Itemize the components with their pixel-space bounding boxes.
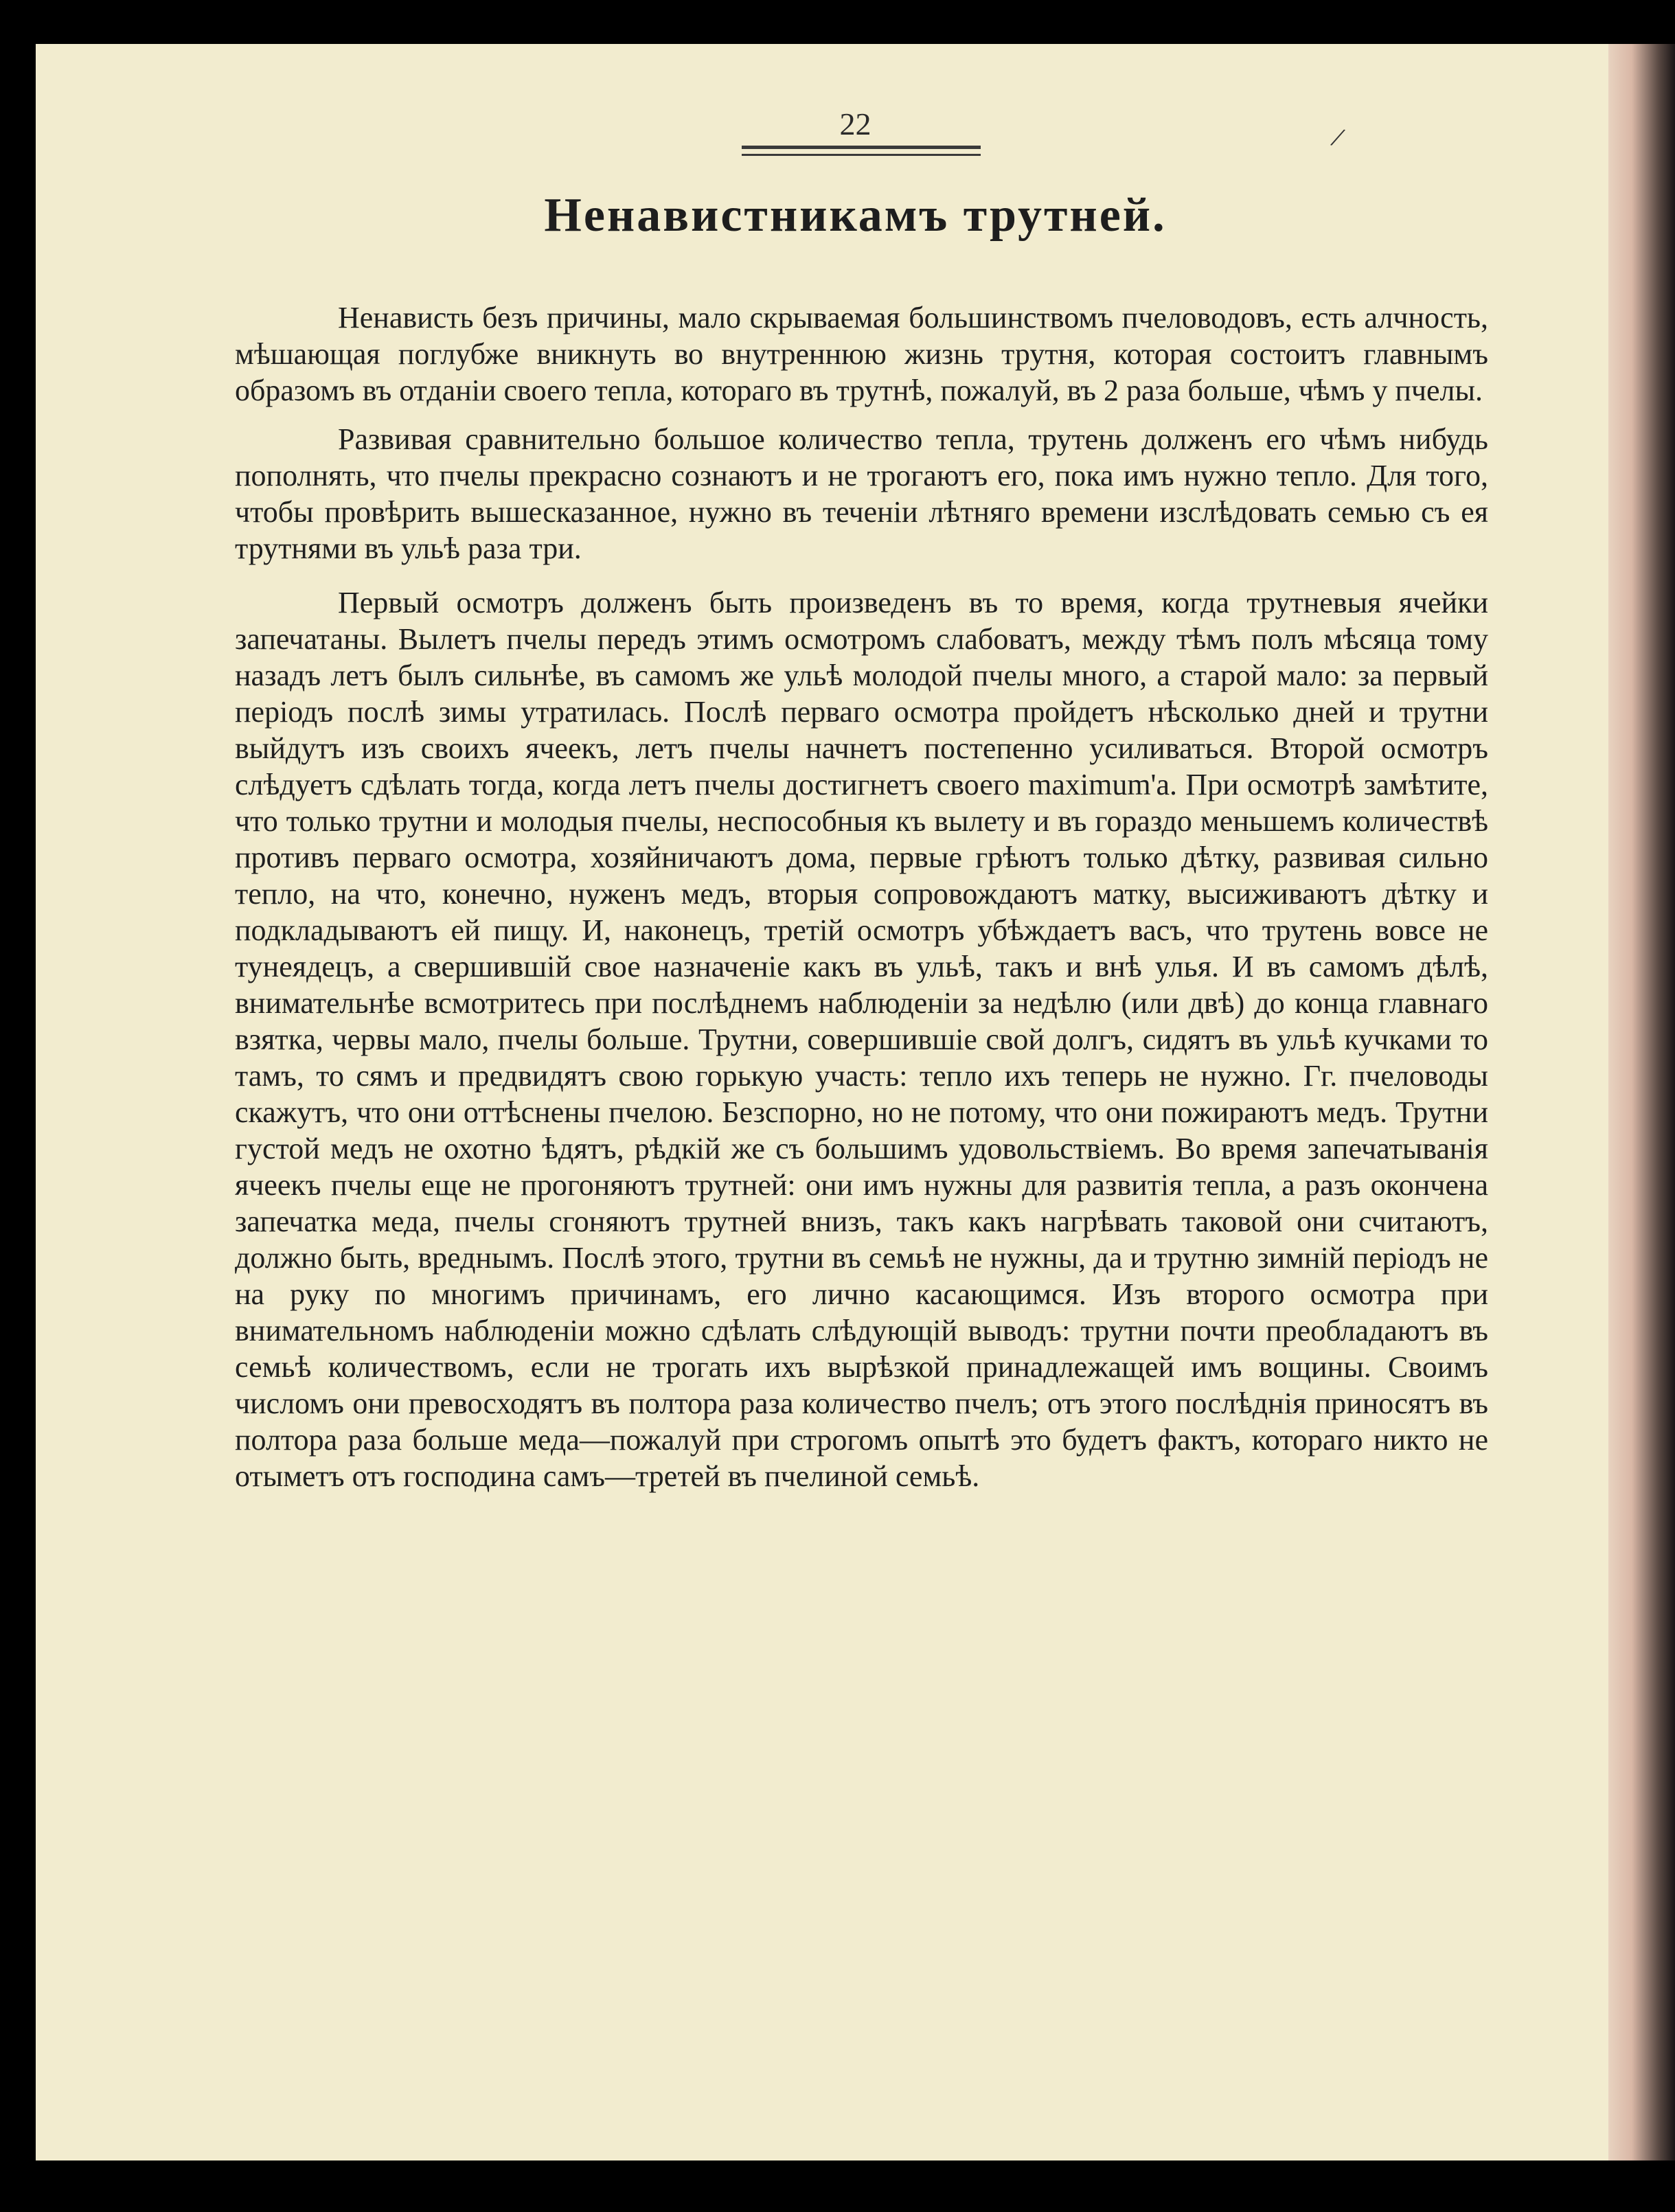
paragraph-1: Ненависть безъ причины, мало скрываемая большинствомъ пчеловодовъ, есть алчность, мѣшающая поглубже вникнуть во внутреннюю жизнь трутня, которая состоитъ главнымъ образомъ въ отданіи своего тепла, котораго въ трутнѣ, пожалуй, въ 2 раза больше, чѣмъ у пчелы. [235, 301, 1488, 407]
paragraph-3: Первый осмотръ долженъ быть произведенъ въ то время, когда трутневыя ячейки запечатаны. Вылетъ пчелы передъ этимъ осмотромъ слабоватъ, между тѣмъ полъ мѣсяца тому назадъ летъ былъ сильнѣе, въ самомъ же ульѣ молодой пчелы много, а старой мало: за первый періодъ послѣ зимы утратилась. Послѣ перваго осмотра пройдетъ нѣсколько дней и трутни выйдутъ изъ своихъ ячеекъ, летъ пчелы начнетъ постепенно усиливаться. Второй осмотръ слѣдуетъ сдѣлать тогда, когда летъ пчелы достигнетъ своего maximum'а. При осмотрѣ замѣтите, что только трутни и молодыя пчелы, неспособныя къ вылету и въ гораздо меньшемъ количествѣ противъ перваго осмотра, хозяйничаютъ дома, первые грѣютъ только дѣтку, развивая сильно тепло, на что, конечно, нуженъ медъ, вторыя сопровождаютъ матку, высиживаютъ дѣтку и подкладываютъ ей пищу. И, наконецъ, третій осмотръ убѣждаетъ васъ, что трутень вовсе не тунеядецъ, а свершившій свое назначеніе какъ въ ульѣ, такъ и внѣ улья. И въ самомъ дѣлѣ, внимательнѣе всмотритесь при послѣднемъ наблюденіи за недѣлю (или двѣ) до конца главнаго взятка, червы мало, пчелы больше. Трутни, совершившіе свой долгъ, сидятъ въ ульѣ кучками то тамъ, то сямъ и предвидятъ свою горькую участь: тепло ихъ теперь не нужно. Гг. пчеловоды скажутъ, что они оттѣснены пчелою. Безспорно, но не потому, что они пожираютъ медъ. Трутни густой медъ не охотно ѣдятъ, рѣдкій же съ большимъ удовольствіемъ. Во время запечатыванія ячеекъ пчелы еще не прогоняютъ трутней: они имъ нужны для развитія тепла, а разъ окончена запечатка меда, пчелы сгоняютъ трутней внизъ, такъ какъ нагрѣвать таковой они считаютъ, должно быть, вреднымъ. Послѣ этого, трутни въ семьѣ не нужны, да и трутню зимній періодъ не на руку по многимъ причинамъ, его лично касающимся. Изъ второго осмотра при внимательномъ наблюденіи можно сдѣлать слѣдующій выводъ: трутни почти преобладаютъ въ семьѣ количествомъ, если не трогать ихъ вырѣзкой принадлежащей имъ вощины. Своимъ числомъ они превосходятъ въ полтора раза количество пчелъ; отъ этого послѣднія приносятъ въ полтора раза больше меда—пожалуй при строгомъ опытѣ это будетъ фактъ, котораго никто не отыметъ отъ господина самъ—третей въ пчелиной семьѣ. [235, 586, 1488, 1493]
article-body [235, 299, 1488, 1494]
page-edge-shadow [1608, 44, 1675, 2160]
article-title: Ненавистникамъ трутней. [544, 189, 1167, 242]
header-rule-top [742, 146, 981, 149]
margin-pencil-mark: / [1330, 121, 1345, 153]
paragraph-2: Развивая сравнительно большое количество тепла, трутень долженъ его чѣмъ нибудь пополнять, что пчелы прекрасно сознаютъ и не трогаютъ его, пока имъ нужно тепло. Для того, чтобы провѣрить вышесказанное, нужно въ теченіи лѣтняго времени изслѣдовать семью съ ея трутнями въ ульѣ раза три. [235, 422, 1488, 565]
page-number: 22 [839, 106, 871, 141]
header-rule-bottom [742, 154, 981, 156]
book-page [36, 44, 1675, 2160]
